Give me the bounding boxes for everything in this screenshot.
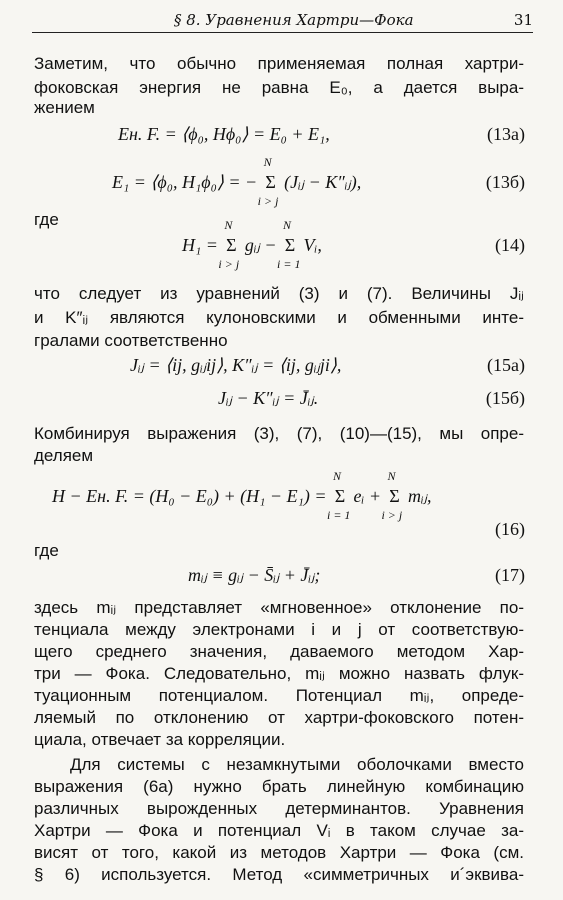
text-line: Комбинируя выражения (3), (7), (10)—(15), мы опре- (34, 424, 524, 443)
equation-part: gᵢⱼ − (244, 235, 277, 255)
text-line: Для системы с незамкнутыми оболочками вместо (70, 755, 524, 774)
sum-lower: i > j (218, 257, 240, 271)
equation-13b (112, 155, 362, 208)
sigma-symbol: Σ (389, 486, 400, 506)
sigma-symbol: Σ (226, 235, 237, 255)
sum-lower: i = 1 (277, 257, 301, 271)
equation-part: (Jᵢⱼ − K″ᵢⱼ), (284, 172, 362, 192)
text-line: и K″ᵢⱼ являются кулоновскими и обменными инте- (34, 308, 524, 327)
text-line: Хартри — Фока и потенциал Vᵢ в таком случае за- (34, 821, 524, 840)
text-line: § 6) используется. Метод «симметричных и´эквива- (34, 865, 524, 884)
header-title: § 8. Уравнения Хартри—Фока (174, 11, 414, 29)
sigma-symbol: Σ (284, 235, 296, 255)
sigma-symbol: Σ (334, 486, 346, 506)
equation-14 (182, 218, 322, 271)
summation (218, 218, 240, 271)
sum-upper: N (332, 469, 341, 483)
equation-part: E₁ = ⟨ϕ₀, H₁ϕ₀⟩ = − (112, 172, 258, 192)
summation (381, 469, 403, 522)
equation-number: (13б) (485, 172, 525, 192)
summation (257, 155, 280, 208)
text-line: где (34, 210, 59, 229)
text-line: где (34, 541, 59, 560)
running-header (32, 6, 533, 33)
equation-part: Vᵢ, (303, 235, 322, 255)
sum-upper: N (263, 155, 272, 169)
equation-part: eᵢ + (353, 486, 381, 506)
sum-lower: i = 1 (326, 508, 351, 522)
text-line: деляем (34, 446, 94, 465)
text-line: здесь mᵢⱼ представляет «мгновенное» отклонение по- (34, 598, 524, 617)
text-line: жением (34, 98, 95, 117)
equation-number: (17) (495, 565, 525, 585)
equation-part: H − Eн. F. = (H₀ − E₀) + (H₁ − E₁) = (52, 486, 327, 506)
text-line: фоковская энергия не равна E₀, а дается выра- (34, 78, 524, 97)
text-line: гралами соответственно (34, 331, 228, 350)
text-line: туационным потенциалом. Потенциал mᵢⱼ, опреде- (34, 686, 524, 705)
summation (277, 218, 301, 271)
equation-part: H₁ = (182, 235, 218, 255)
text-line: щего среднего значения, даваемого методом Хар- (34, 642, 524, 661)
sum-upper: N (283, 218, 292, 232)
sum-upper: N (224, 218, 233, 232)
summation (326, 469, 351, 522)
sum-lower: i > j (381, 508, 403, 522)
text-line: ляемый по отклонению от хартри-фоковского потен- (34, 708, 524, 727)
equation-number: (13a) (487, 124, 525, 144)
sum-upper: N (387, 469, 396, 483)
text-line: Заметим, что обычно применяемая полная хартри- (34, 54, 524, 73)
equation-number: (16) (495, 519, 525, 539)
equation-number: (15б) (485, 388, 525, 408)
page-number: 31 (513, 11, 533, 29)
text-line: три — Фока. Следовательно, mᵢⱼ можно назвать флук- (34, 664, 524, 683)
equation-13a: Eн. F. = ⟨ϕ₀, Hϕ₀⟩ = E₀ + E₁, (118, 124, 330, 144)
text-line: что следует из уравнений (3) и (7). Величины Jᵢⱼ (34, 284, 524, 303)
sigma-symbol: Σ (265, 172, 276, 192)
equation-number: (15a) (487, 355, 525, 375)
text-line: циала, отвечает за корреляции. (34, 730, 286, 749)
sum-lower: i > j (257, 194, 279, 208)
equation-part: mᵢⱼ, (407, 486, 432, 506)
equation-15a: Jᵢⱼ = ⟨ij, gᵢⱼij⟩, K″ᵢⱼ = ⟨ij, gᵢⱼji⟩, (130, 355, 342, 375)
equation-16 (52, 469, 432, 522)
equation-number: (14) (495, 235, 525, 255)
text-line: тенциала между электронами i и j от соответствую- (34, 620, 524, 639)
text-line: висят от того, какой из методов Хартри — Фока (см. (34, 843, 524, 862)
text-line: выражения (6а) нужно брать линейную комбинацию (34, 777, 524, 796)
equation-17: mᵢⱼ ≡ gᵢⱼ − S̄ᵢⱼ + J̄ᵢⱼ; (188, 565, 321, 585)
text-line: различных вырожденных детерминантов. Уравнения (34, 799, 524, 818)
equation-15b: Jᵢⱼ − K″ᵢⱼ = J̄ᵢⱼ. (218, 388, 319, 408)
